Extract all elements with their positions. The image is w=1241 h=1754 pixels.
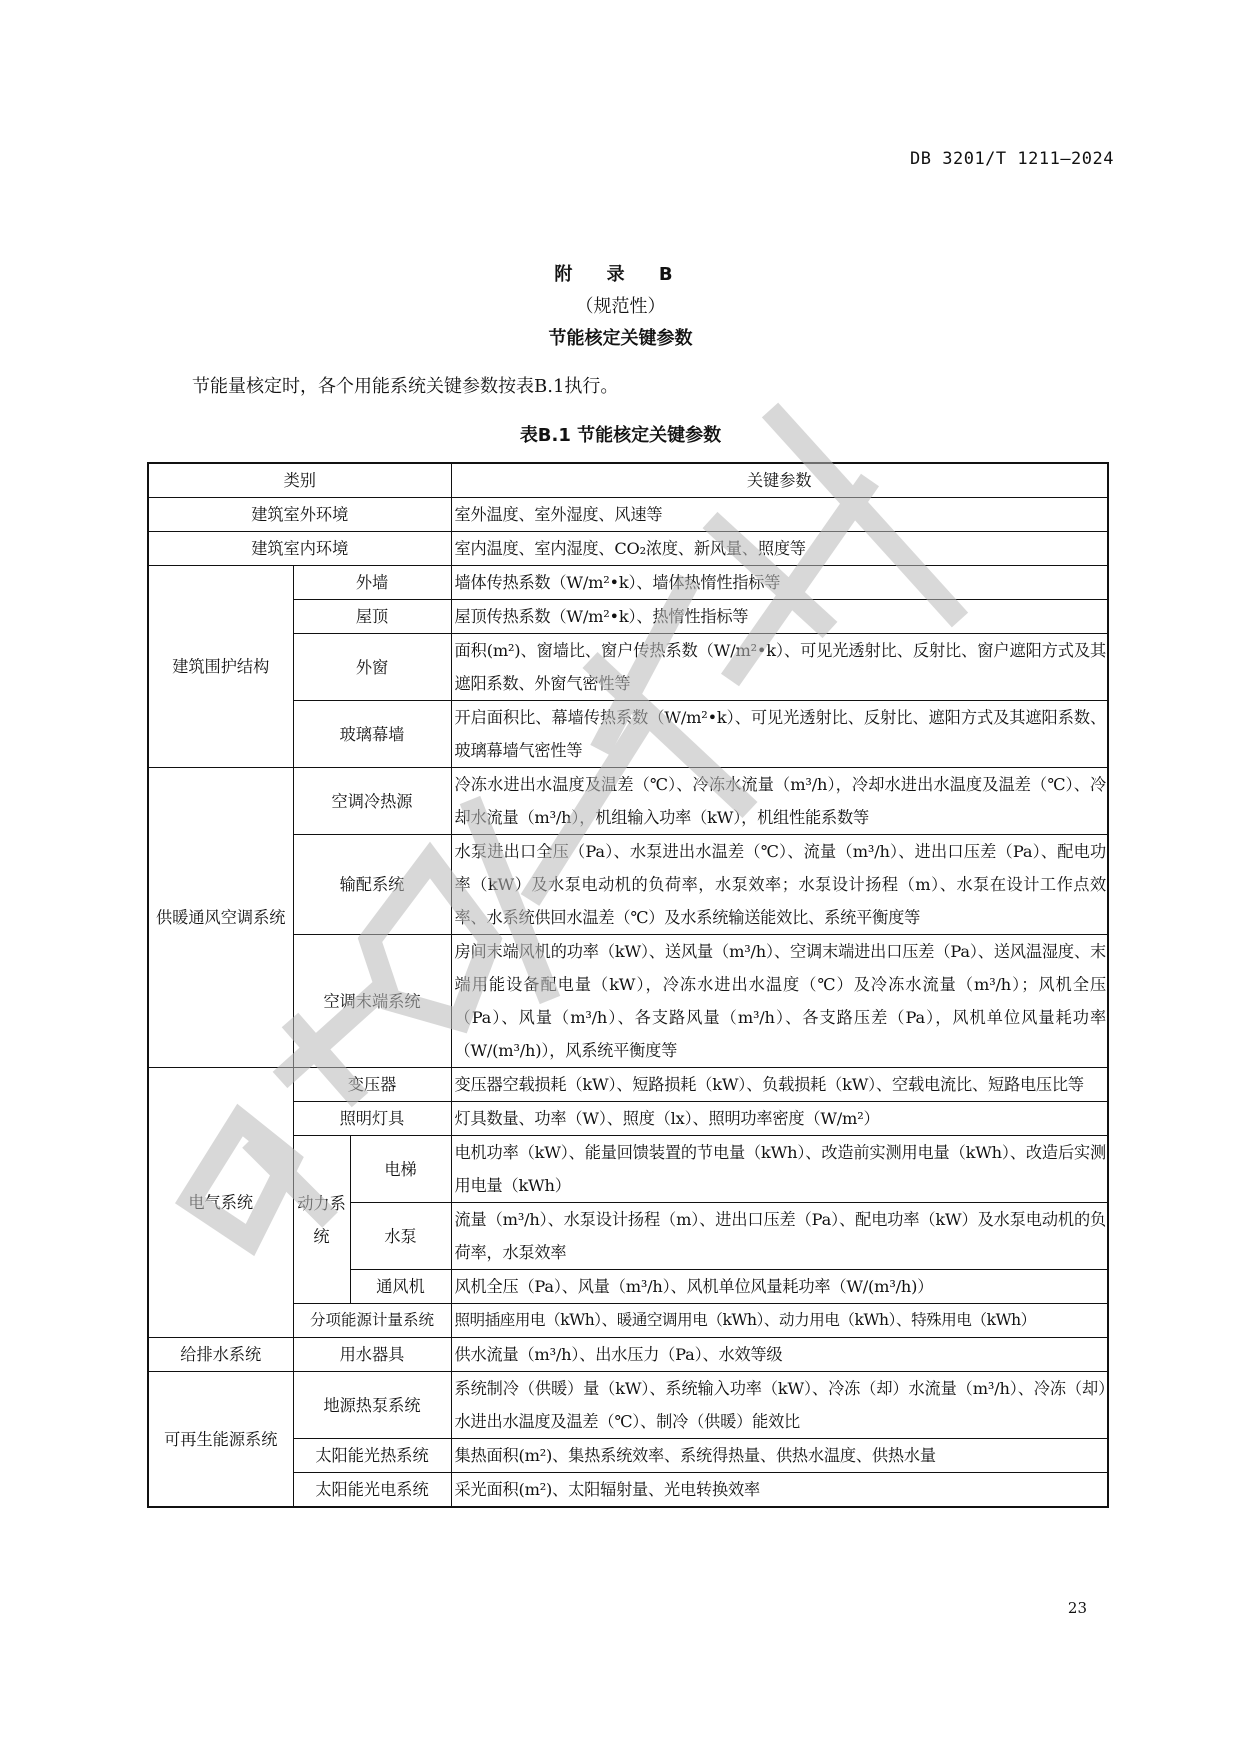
subcategory-cell: 屋顶 <box>293 600 451 634</box>
params-cell: 开启面积比、幕墙传热系数（W/m²•k）、可见光透射比、反射比、遮阳方式及其遮阳系数、玻璃幕墙气密性等 <box>451 701 1108 768</box>
item-cell: 水泵 <box>350 1203 451 1270</box>
table-caption: 表B.1 节能核定关键参数 <box>519 425 722 446</box>
subcategory-cell: 用水器具 <box>293 1338 451 1372</box>
subcategory-cell: 动力系统 <box>293 1136 350 1304</box>
subcategory-cell: 外墙 <box>293 566 451 600</box>
params-cell: 室内温度、室内湿度、CO₂浓度、新风量、照度等 <box>451 532 1108 566</box>
category-cell: 供暖通风空调系统 <box>148 768 293 1068</box>
subcategory-cell: 地源热泵系统 <box>293 1372 451 1439</box>
page-number: 23 <box>1067 1599 1087 1617</box>
params-cell: 冷冻水进出水温度及温差（℃）、冷冻水流量（m³/h），冷却水进出水温度及温差（℃）、冷却水流量（m³/h），机组输入功率（kW），机组性能系数等 <box>451 768 1108 835</box>
category-cell: 给排水系统 <box>148 1338 293 1372</box>
params-cell: 水泵进出口全压（Pa）、水泵进出水温差（℃）、流量（m³/h）、进出口压差（Pa）、配电功率（kW）及水泵电动机的负荷率，水泵效率；水泵设计扬程（m）、水泵在设计工作点效率、水系统供回水温差（℃）及水系统输送能效比、系统平衡度等 <box>451 835 1108 935</box>
subcategory-cell: 空调末端系统 <box>293 935 451 1068</box>
subcategory-cell: 变压器 <box>293 1068 451 1102</box>
params-cell: 房间末端风机的功率（kW）、送风量（m³/h）、空调末端进出口压差（Pa）、送风温湿度、末端用能设备配电量（kW），冷冻水进出水温度（℃）及冷冻水流量（m³/h）；风机全压（Pa）、风量（m³/h）、各支路风量（m³/h）、各支路压差（Pa），风机单位风量耗功率（W/(m³/h)），风系统平衡度等 <box>451 935 1108 1068</box>
appendix-nature: （规范性） <box>575 296 666 317</box>
table-row <box>148 1338 1108 1372</box>
header-category: 类别 <box>148 463 451 498</box>
params-cell: 流量（m³/h）、水泵设计扬程（m）、进出口压差（Pa）、配电功率（kW）及水泵电动机的负荷率，水泵效率 <box>451 1203 1108 1270</box>
subcategory-cell: 外窗 <box>293 634 451 701</box>
subcategory-cell: 照明灯具 <box>293 1102 451 1136</box>
table-header-row <box>148 463 1108 498</box>
table-row <box>148 1068 1108 1102</box>
params-cell: 风机全压（Pa）、风量（m³/h）、风机单位风量耗功率（W/(m³/h)） <box>451 1270 1108 1304</box>
subcategory-cell: 太阳能光电系统 <box>293 1473 451 1508</box>
category-cell: 建筑围护结构 <box>148 566 293 768</box>
params-cell: 集热面积(m²)、集热系统效率、系统得热量、供热水温度、供热水量 <box>451 1439 1108 1473</box>
category-cell: 电气系统 <box>148 1068 293 1338</box>
params-cell: 系统制冷（供暖）量（kW）、系统输入功率（kW）、冷冻（却）水流量（m³/h）、冷冻（却）水进出水温度及温差（℃）、制冷（供暖）能效比 <box>451 1372 1108 1439</box>
params-cell: 墙体传热系数（W/m²•k）、墙体热惰性指标等 <box>451 566 1108 600</box>
table-row <box>148 768 1108 835</box>
params-cell: 电机功率（kW）、能量回馈装置的节电量（kWh）、改造前实测用电量（kWh）、改造后实测用电量（kWh） <box>451 1136 1108 1203</box>
subcategory-cell: 玻璃幕墙 <box>293 701 451 768</box>
subcategory-cell: 输配系统 <box>293 835 451 935</box>
params-cell: 室外温度、室外湿度、风速等 <box>451 498 1108 532</box>
subcategory-cell: 太阳能光热系统 <box>293 1439 451 1473</box>
params-cell: 照明插座用电（kWh）、暖通空调用电（kWh）、动力用电（kWh）、特殊用电（kWh） <box>451 1304 1108 1338</box>
table-row <box>148 498 1108 532</box>
header-params: 关键参数 <box>451 463 1108 498</box>
table-row <box>148 566 1108 600</box>
category-cell: 可再生能源系统 <box>148 1372 293 1508</box>
item-cell: 通风机 <box>350 1270 451 1304</box>
params-cell: 灯具数量、功率（W）、照度（lx）、照明功率密度（W/m²） <box>451 1102 1108 1136</box>
document-id: DB 3201/T 1211—2024 <box>910 149 1114 169</box>
item-cell: 电梯 <box>350 1136 451 1203</box>
category-cell: 建筑室外环境 <box>148 498 451 532</box>
subcategory-cell: 分项能源计量系统 <box>293 1304 451 1338</box>
key-parameters-table <box>147 462 1109 1508</box>
params-cell: 面积(m²)、窗墙比、窗户传热系数（W/m²•k）、可见光透射比、反射比、窗户遮阳方式及其遮阳系数、外窗气密性等 <box>451 634 1108 701</box>
params-cell: 屋顶传热系数（W/m²•k）、热惰性指标等 <box>451 600 1108 634</box>
appendix-title: 节能核定关键参数 <box>548 328 693 349</box>
category-cell: 建筑室内环境 <box>148 532 451 566</box>
table-row <box>148 1372 1108 1439</box>
params-cell: 变压器空载损耗（kW）、短路损耗（kW）、负载损耗（kW）、空载电流比、短路电压比等 <box>451 1068 1108 1102</box>
subcategory-cell: 空调冷热源 <box>293 768 451 835</box>
params-cell: 供水流量（m³/h）、出水压力（Pa）、水效等级 <box>451 1338 1108 1372</box>
table-row <box>148 532 1108 566</box>
intro-paragraph: 节能量核定时，各个用能系统关键参数按表B.1执行。 <box>192 376 619 397</box>
params-cell: 采光面积(m²)、太阳辐射量、光电转换效率 <box>451 1473 1108 1508</box>
appendix-label: 附 录 B <box>554 264 687 285</box>
